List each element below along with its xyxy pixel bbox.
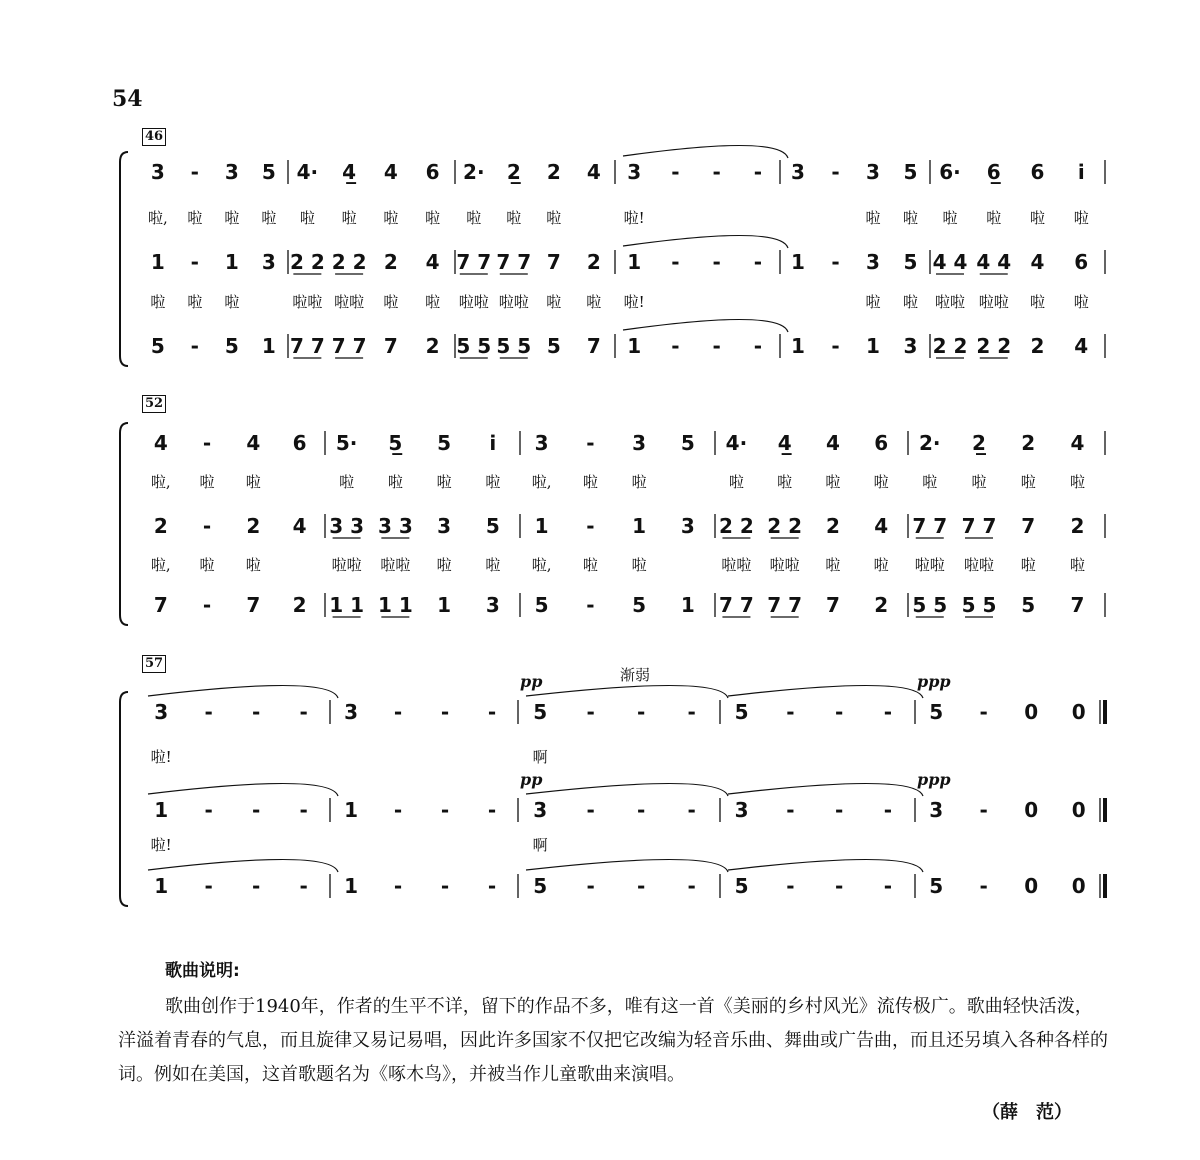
lyric: 啦 <box>425 293 441 311</box>
note: 3 <box>866 160 880 184</box>
lyric: 啦 <box>187 293 203 311</box>
note: 2 <box>153 514 168 538</box>
note: - <box>586 798 595 822</box>
lyric: 啦 <box>187 209 203 227</box>
note: 1 <box>154 874 169 898</box>
lyric: 啦 <box>825 556 841 574</box>
note: 3 <box>903 334 918 358</box>
note: 7 7 <box>496 250 532 274</box>
lyric: 啦 <box>1069 473 1086 491</box>
note: 1 <box>627 250 642 274</box>
note: 2 <box>1070 514 1085 538</box>
lyric: 啦 <box>546 293 562 311</box>
note: - <box>883 700 892 724</box>
note: 4̲ <box>342 160 357 184</box>
note: 3 3 <box>377 514 413 538</box>
note: 7 <box>586 334 601 358</box>
lyric: 啦 <box>865 293 881 311</box>
note: - <box>586 874 595 898</box>
note: 4 <box>1074 334 1089 358</box>
note: 2 <box>1021 431 1036 455</box>
note: 0 <box>1071 700 1086 724</box>
note: - <box>687 798 696 822</box>
note: - <box>753 160 763 184</box>
note: - <box>979 874 988 898</box>
note: 3 <box>437 514 452 538</box>
note: 2 <box>586 250 601 274</box>
note: 5 <box>533 874 548 898</box>
note: - <box>831 160 840 184</box>
note: 4 <box>1030 250 1045 274</box>
note: 3 <box>344 700 358 724</box>
note: 1 <box>154 798 169 822</box>
lyric: 啦 <box>1073 209 1089 227</box>
note: 3 <box>929 798 944 822</box>
note: 3 3 <box>329 514 364 538</box>
lyric: 啦 <box>299 209 315 227</box>
note: - <box>671 160 680 184</box>
lyric: 啊 <box>532 836 548 854</box>
lyric: 啦! <box>150 836 172 854</box>
lyric: 啦 <box>261 209 277 227</box>
lyric: 啦 <box>631 556 647 574</box>
notes-author: （薛 范） <box>982 1102 1072 1123</box>
note: - <box>671 334 680 358</box>
note: 4 <box>425 250 440 274</box>
note: - <box>440 798 450 822</box>
note: 1 <box>866 334 880 358</box>
dynamic-mark: pp <box>520 672 543 691</box>
lyric: 啦啦 <box>934 293 966 311</box>
note: 5 <box>734 874 749 898</box>
note: 5 <box>1021 593 1036 617</box>
note: - <box>786 798 795 822</box>
lyric: 啦 <box>485 473 501 491</box>
lyric: 啦 <box>873 473 889 491</box>
note: 0 <box>1071 798 1086 822</box>
tie-arc <box>526 859 728 872</box>
note: 2 2 <box>976 334 1012 358</box>
note: 7 7 <box>912 514 948 538</box>
note: 4 4 <box>932 250 968 274</box>
note: 5 5 <box>456 334 492 358</box>
dynamic-mark: ppp <box>917 770 951 789</box>
note: 4 <box>825 431 840 455</box>
note: 0 <box>1024 798 1039 822</box>
note: - <box>252 798 261 822</box>
lyric: 啦 <box>436 473 452 491</box>
note: - <box>586 593 595 617</box>
lyric: 啦 <box>199 473 215 491</box>
note: 1 <box>791 250 805 274</box>
lyric: 啦 <box>383 209 399 227</box>
tie-arc <box>526 685 728 698</box>
lyric: 啦 <box>582 556 598 574</box>
note: - <box>204 874 213 898</box>
note: - <box>979 700 988 724</box>
lyric: 啦 <box>942 209 958 227</box>
lyric: 啦 <box>1020 473 1036 491</box>
note: 3 <box>791 160 805 184</box>
note: 4 <box>1070 431 1085 455</box>
note: 2 <box>825 514 840 538</box>
note: - <box>487 700 497 724</box>
note: 2 2 <box>719 514 754 538</box>
lyric: 啦 <box>865 209 881 227</box>
note: - <box>637 798 646 822</box>
note: 6 <box>874 431 889 455</box>
lyric: 啦, <box>147 209 168 227</box>
note: 5 <box>261 160 276 184</box>
note: - <box>834 874 844 898</box>
note: 6· <box>939 160 961 184</box>
note: 5 <box>903 160 918 184</box>
lyric: 啦 <box>873 556 889 574</box>
lyric: 啦, <box>150 473 171 491</box>
note: 3 <box>627 160 642 184</box>
notes-paragraph: 歌曲创作于1940年，作者的生平不详，留下的作品不多，唯有这一首《美丽的乡村风光》流传极广。歌曲轻快活泼，洋溢着青春的气息，而且旋律又易记易唱，因此许多国家不仅把它改编为轻音乐曲、舞曲或广告曲，而且还另填入各种各样的词。例如在美国，这首歌题名为《啄木鸟》，并被当作儿童歌曲来演唱。 <box>118 996 1108 1085</box>
expression-mark: 渐弱 <box>620 666 651 684</box>
note: 7 <box>546 250 561 274</box>
note: 5 <box>437 431 452 455</box>
note: - <box>586 514 595 538</box>
note: 5· <box>335 431 358 455</box>
note: 1 <box>534 514 549 538</box>
note: - <box>190 334 199 358</box>
note: - <box>586 431 595 455</box>
note: - <box>834 798 844 822</box>
note: - <box>440 700 450 724</box>
note: - <box>979 798 988 822</box>
lyric: 啦 <box>1029 209 1046 227</box>
note: 1 <box>344 874 358 898</box>
note: 4 <box>874 514 889 538</box>
note: 0 <box>1071 874 1086 898</box>
lyric: 啊 <box>532 748 548 766</box>
note: 1 <box>344 798 358 822</box>
note: 3 <box>533 798 548 822</box>
note: - <box>204 700 213 724</box>
note: 4 4 <box>976 250 1012 274</box>
note: 5 <box>632 593 647 617</box>
measure-number: 46 <box>142 128 166 146</box>
note: 1 <box>632 514 647 538</box>
lyric: 啦 <box>485 556 501 574</box>
note: 3 <box>734 798 749 822</box>
note: 6 <box>1074 250 1089 274</box>
note: - <box>834 700 844 724</box>
lyric: 啦 <box>1020 556 1036 574</box>
lyric: 啦, <box>531 473 552 491</box>
tie-arc <box>120 692 128 906</box>
note: 2 2 <box>331 250 367 274</box>
lyric: 啦 <box>224 209 240 227</box>
dynamic-mark: ppp <box>917 672 951 691</box>
note: - <box>487 798 497 822</box>
lyric: 啦 <box>582 473 598 491</box>
note: 1 <box>791 334 805 358</box>
note: - <box>487 874 497 898</box>
note: 5 <box>534 593 549 617</box>
note: 7 7 <box>719 593 754 617</box>
note: 2 <box>383 250 398 274</box>
note: 5 <box>485 514 500 538</box>
note: 4 <box>153 431 168 455</box>
lyric: 啦 <box>466 209 482 227</box>
note: 5 <box>929 700 944 724</box>
note: 1 <box>437 593 452 617</box>
lyric: 啦啦 <box>914 556 945 574</box>
note: - <box>252 700 261 724</box>
note: 3 <box>154 700 169 724</box>
lyric: 啦 <box>339 473 355 491</box>
lyric: 啦 <box>1073 293 1089 311</box>
note: 4· <box>296 160 319 184</box>
lyric: 啦 <box>341 209 357 227</box>
note: 7 <box>153 593 168 617</box>
note: i̇ <box>1077 160 1085 184</box>
lyric: 啦 <box>546 209 562 227</box>
note: - <box>202 431 212 455</box>
note: - <box>883 874 892 898</box>
note: 6 <box>1030 160 1045 184</box>
note: 2̲ <box>506 160 521 184</box>
note: 7 7 <box>289 334 325 358</box>
note: - <box>299 798 308 822</box>
note: 7 <box>1021 514 1036 538</box>
note: - <box>753 250 763 274</box>
lyric: 啦啦 <box>331 556 362 574</box>
note: 5 <box>680 431 695 455</box>
tie-arc <box>623 235 788 248</box>
note: 5 <box>224 334 239 358</box>
note: 4 <box>586 160 601 184</box>
note: 2 <box>246 514 261 538</box>
lyric: 啦 <box>922 473 938 491</box>
note: 1 <box>627 334 642 358</box>
tie-arc <box>728 783 923 796</box>
lyric: 啦啦 <box>292 293 323 311</box>
dynamic-mark: pp <box>520 770 543 789</box>
lyric: 啦 <box>986 209 1002 227</box>
note: 3 <box>150 160 165 184</box>
note: - <box>753 334 763 358</box>
note: 2· <box>463 160 485 184</box>
note: 3 <box>534 431 549 455</box>
note: 7 7 <box>767 593 803 617</box>
lyric: 啦 <box>902 209 919 227</box>
note: 4̲ <box>777 431 792 455</box>
note: - <box>831 334 840 358</box>
tie-arc <box>526 783 728 796</box>
measure-number: 57 <box>142 655 166 673</box>
lyric: 啦 <box>1029 293 1046 311</box>
note: 7 7 <box>456 250 492 274</box>
note: - <box>299 874 308 898</box>
lyric: 啦 <box>224 293 240 311</box>
tie-arc <box>120 152 128 366</box>
lyric: 啦, <box>531 556 552 574</box>
note: 7 <box>246 593 261 617</box>
note: - <box>393 700 403 724</box>
note: 1 1 <box>377 593 413 617</box>
lyric: 啦啦 <box>380 556 411 574</box>
note: 3 <box>224 160 239 184</box>
lyric: 啦 <box>150 293 166 311</box>
note: 3 <box>680 514 695 538</box>
note: - <box>440 874 450 898</box>
note: 3 <box>632 431 647 455</box>
note: 2 <box>546 160 561 184</box>
note: 1 <box>680 593 695 617</box>
note: 7 7 <box>331 334 367 358</box>
lyric: 啦 <box>825 473 841 491</box>
note: - <box>883 798 892 822</box>
note: - <box>204 798 213 822</box>
note: 5 <box>903 250 918 274</box>
lyric: 啦 <box>631 473 647 491</box>
note: 2 2 <box>767 514 803 538</box>
lyric: 啦 <box>245 473 261 491</box>
tie-arc <box>120 423 128 625</box>
lyric: 啦 <box>199 556 215 574</box>
lyric: 啦啦 <box>963 556 995 574</box>
note: - <box>687 700 696 724</box>
note: 3 <box>261 250 276 274</box>
lyric: 啦! <box>623 209 645 227</box>
note: 7 <box>383 334 398 358</box>
note: 4 <box>292 514 307 538</box>
lyric: 啦 <box>436 556 452 574</box>
note: 2 <box>292 593 307 617</box>
note: 3 <box>485 593 500 617</box>
note: 0 <box>1024 874 1039 898</box>
lyric: 啦啦 <box>458 293 489 311</box>
note: 1 <box>150 250 165 274</box>
tie-arc <box>728 685 923 698</box>
note: 4 <box>246 431 261 455</box>
note: - <box>712 160 721 184</box>
note: 5 <box>533 700 548 724</box>
lyric: 啦啦 <box>978 293 1009 311</box>
note: 1 <box>261 334 276 358</box>
note: 2 <box>425 334 440 358</box>
lyric: 啦啦 <box>334 293 365 311</box>
lyric: 啦 <box>902 293 919 311</box>
note: 4 <box>383 160 398 184</box>
note: 5 <box>734 700 749 724</box>
lyric: 啦 <box>506 209 522 227</box>
note: - <box>637 874 646 898</box>
page-number: 54 <box>112 86 143 112</box>
measure-number: 52 <box>142 395 166 413</box>
note: - <box>786 874 795 898</box>
note: - <box>202 593 212 617</box>
lyric: 啦! <box>623 293 645 311</box>
lyric: 啦 <box>1069 556 1086 574</box>
note: 3 <box>866 250 880 274</box>
note: 2 2 <box>289 250 325 274</box>
lyric: 啦 <box>971 473 987 491</box>
note: 6 <box>292 431 307 455</box>
tie-arc <box>623 145 788 158</box>
note: 5 5 <box>912 593 948 617</box>
note: - <box>786 700 795 724</box>
note: 5̲ <box>388 431 403 455</box>
lyric: 啦 <box>383 293 399 311</box>
lyric: 啦 <box>387 473 403 491</box>
note: - <box>712 250 721 274</box>
tie-arc <box>623 319 788 332</box>
lyric: 啦啦 <box>721 556 752 574</box>
note: - <box>202 514 212 538</box>
note: 5 5 <box>496 334 532 358</box>
note: 1 <box>224 250 239 274</box>
note: - <box>190 160 199 184</box>
note: 2 <box>874 593 889 617</box>
note: - <box>586 700 595 724</box>
note: 1 1 <box>329 593 364 617</box>
note: 2· <box>918 431 941 455</box>
note: - <box>299 700 308 724</box>
tie-arc <box>148 783 338 796</box>
note: 5 <box>929 874 944 898</box>
note: - <box>671 250 680 274</box>
note: 0 <box>1024 700 1039 724</box>
note: 2̲ <box>972 431 986 455</box>
lyric: 啦 <box>245 556 261 574</box>
lyric: 啦 <box>728 473 744 491</box>
note: 5 <box>546 334 561 358</box>
tie-arc <box>148 685 338 698</box>
lyric: 啦 <box>586 293 602 311</box>
note: 6̲ <box>986 160 1001 184</box>
note: - <box>393 874 403 898</box>
lyric: 啦啦 <box>498 293 529 311</box>
lyric: 啦, <box>150 556 171 574</box>
note: i̇ <box>489 431 497 455</box>
lyric: 啦啦 <box>769 556 800 574</box>
note: - <box>393 798 403 822</box>
tie-arc <box>148 859 338 872</box>
lyric: 啦 <box>425 209 441 227</box>
note: 7 <box>825 593 840 617</box>
note: 4· <box>725 431 748 455</box>
lyric: 啦 <box>777 473 793 491</box>
note: - <box>687 874 696 898</box>
tie-arc <box>728 859 923 872</box>
note: 2 <box>1030 334 1045 358</box>
lyric: 啦! <box>150 748 172 766</box>
note: - <box>712 334 721 358</box>
note: - <box>190 250 199 274</box>
note: 7 7 <box>961 514 997 538</box>
note: 5 <box>150 334 165 358</box>
note: 6 <box>425 160 440 184</box>
notes-title: 歌曲说明: <box>165 961 240 981</box>
note: 2 2 <box>932 334 968 358</box>
note: - <box>831 250 840 274</box>
note: - <box>252 874 261 898</box>
note: 7 <box>1070 593 1085 617</box>
note: - <box>637 700 646 724</box>
note: 5 5 <box>961 593 997 617</box>
